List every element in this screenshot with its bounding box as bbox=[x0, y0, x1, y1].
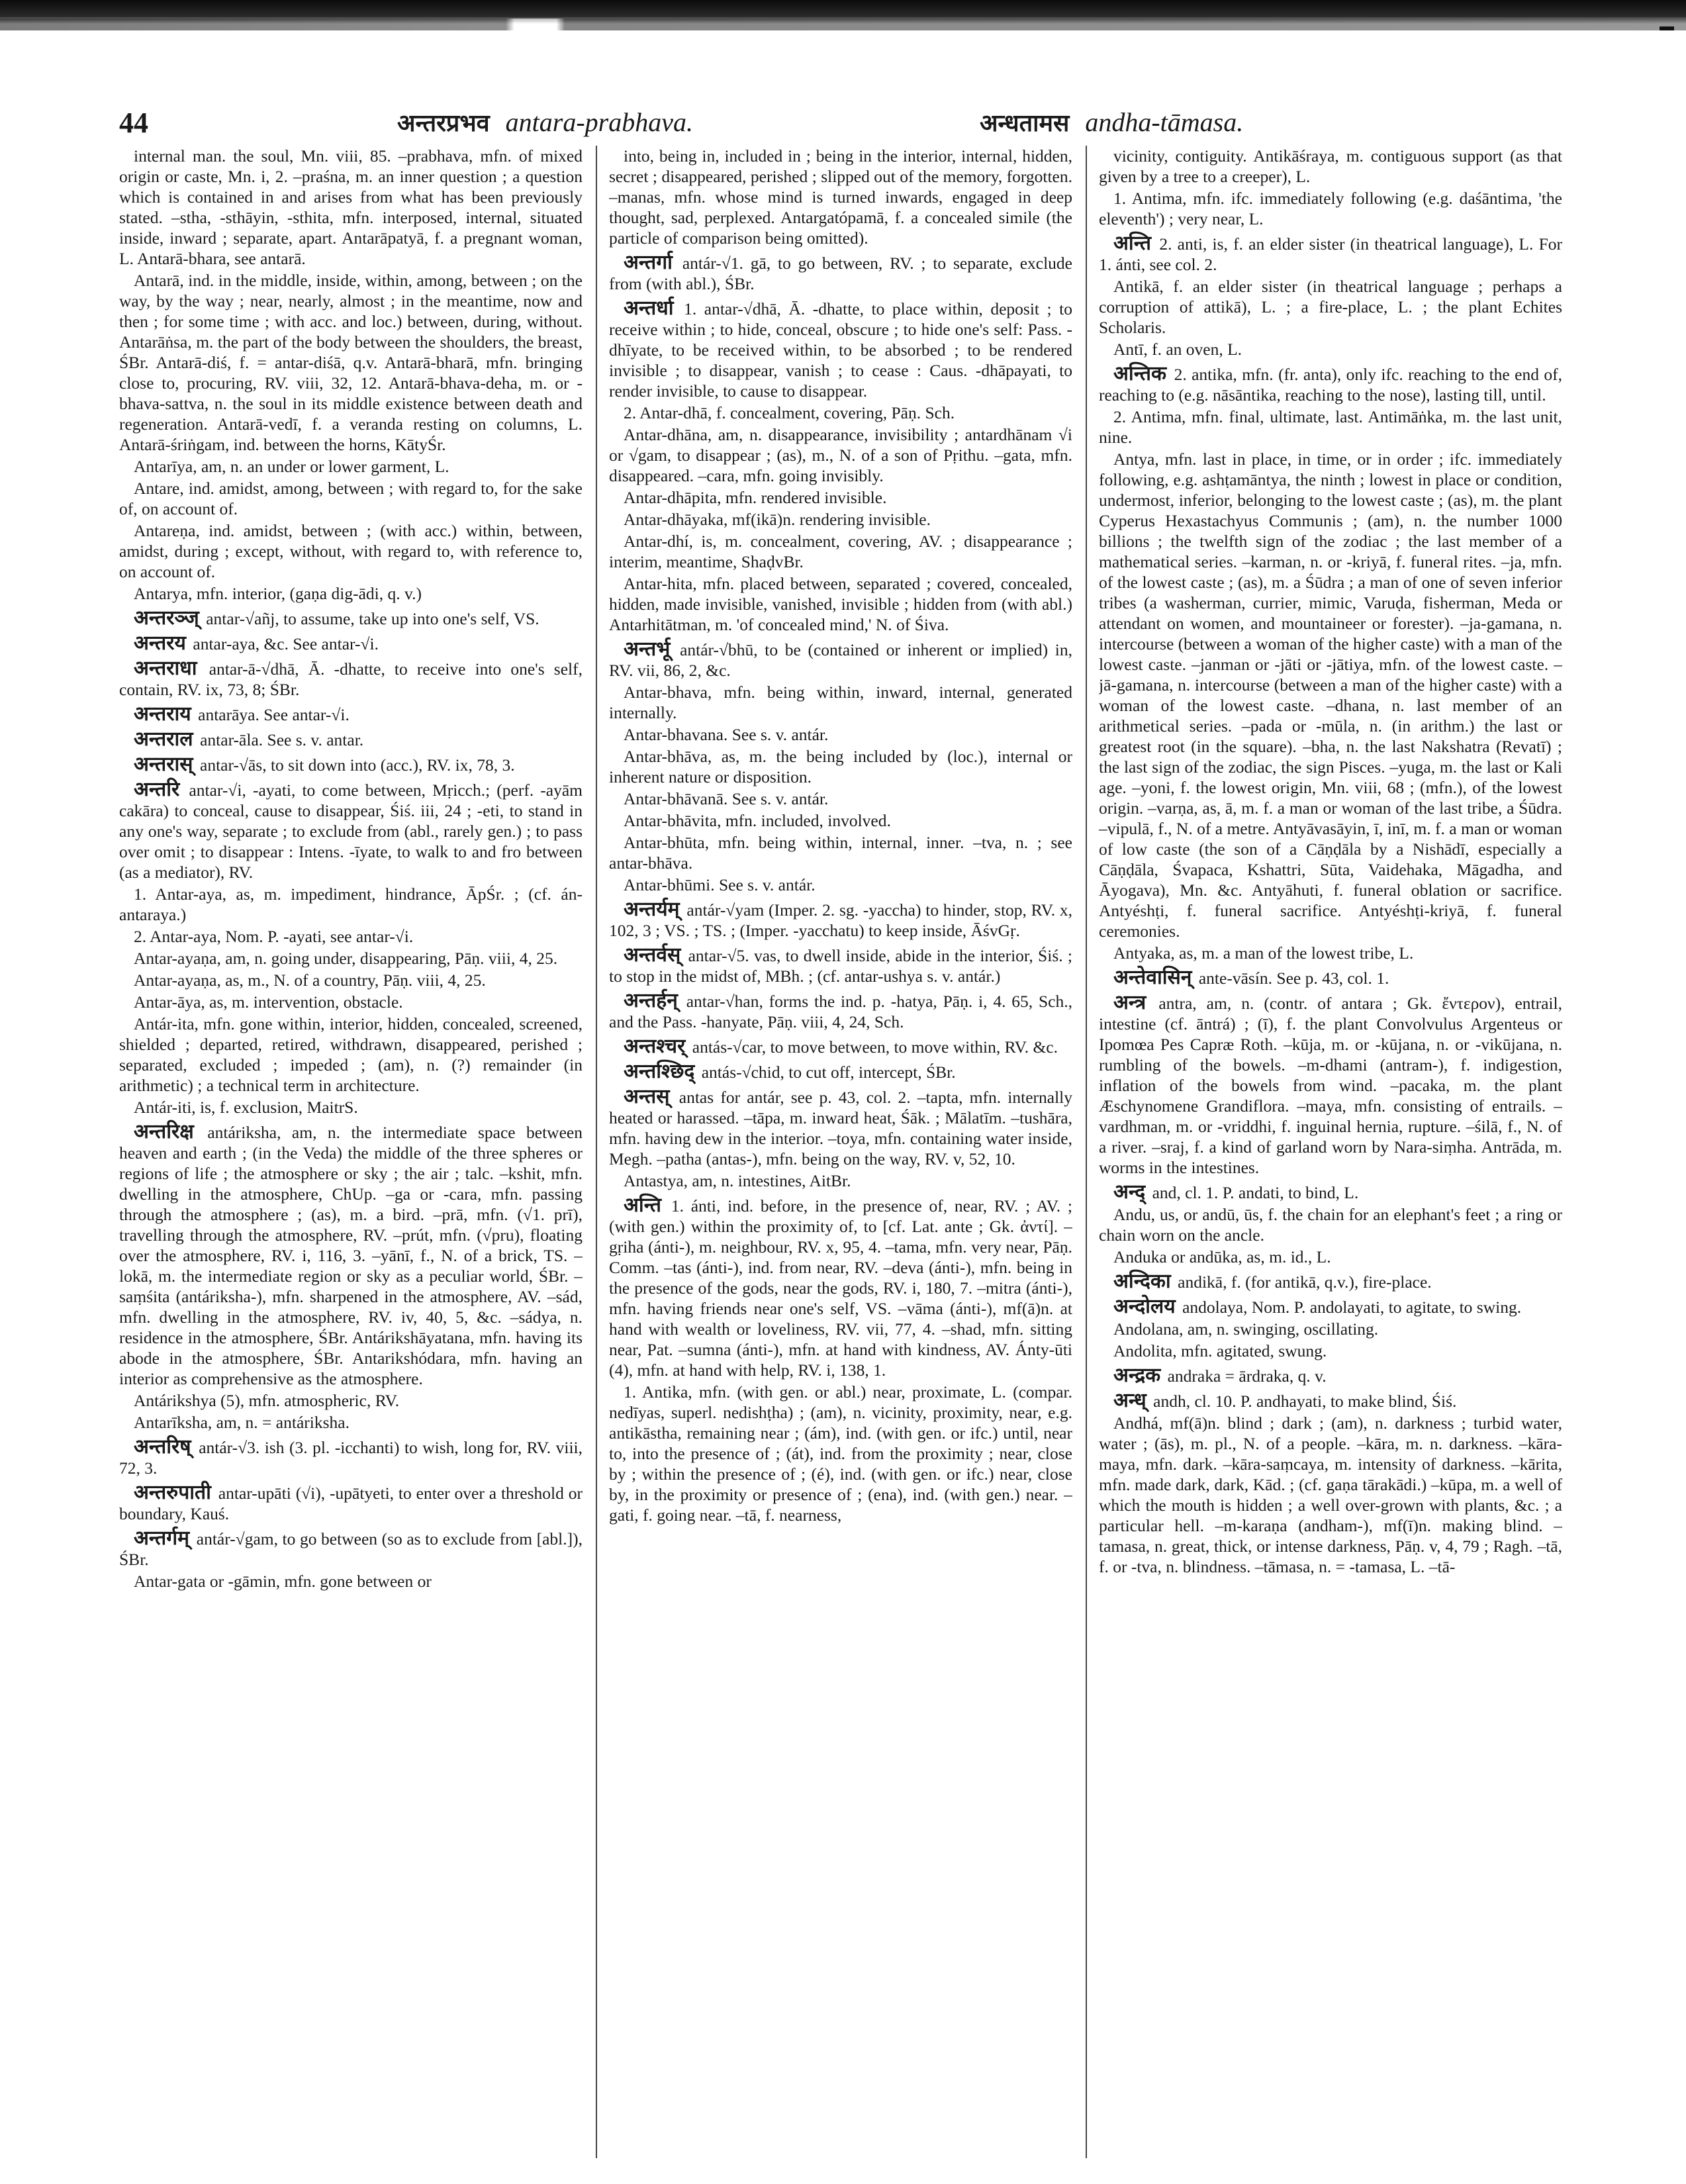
dictionary-entry: Antar-gata or -gāmin, mfn. gone between or bbox=[134, 1572, 432, 1591]
dictionary-entry: अन्तरिष् antár-√3. ish (3. pl. -icchanti) to wish, long for, RV. viii, 72, 3. bbox=[119, 1435, 583, 1478]
dictionary-entry: Antárikshya (5), mfn. atmospheric, RV. bbox=[134, 1391, 400, 1410]
dictionary-entry: Antar-bhāvita, mfn. included, involved. bbox=[624, 811, 891, 830]
column-right bbox=[1099, 146, 1562, 2171]
dictionary-entry: अन्तर्गा antár-√1. gā, to go between, RV. ; to separate, exclude from (with abl.), ŚBr. bbox=[609, 251, 1072, 293]
right-running-head bbox=[980, 106, 1243, 138]
headword-devanagari: अन्तर्हन् bbox=[624, 989, 686, 1012]
dictionary-entry: Antar-bhava, mfn. being within, inward, internal, generated internally. bbox=[609, 683, 1072, 722]
headword-devanagari: अन्दिका bbox=[1113, 1270, 1178, 1293]
dictionary-entry: अन्तस् antas for antár, see p. 43, col. 2. –tapta, mfn. internally heated or harassed. –tāpa, m. inward heat, Śāk. ; Mālatīm. –tushāra, mfn. having dew in the interior. –toya, mfn. containing water inside, Megh. –patha (antas-), mfn. being on the way, RV. v, 52, 10. bbox=[609, 1085, 1072, 1168]
headword-devanagari: अन्तर्धा bbox=[624, 297, 684, 320]
headword-devanagari: अन्तरि bbox=[134, 778, 189, 801]
dictionary-entry: Antar-dhāna, am, n. disappearance, invisibility ; antardhānam √i or √gam, to disappear ; (as), m., N. of a son of Pṛithu. –gata, mfn. disappeared. –cara, mfn. going invisibly. bbox=[609, 425, 1072, 485]
dictionary-entry: 1. Antima, mfn. ifc. immediately following (e.g. daśāntima, 'the eleventh') ; very near, L. bbox=[1099, 189, 1562, 228]
dictionary-entry: अन्ध् andh, cl. 10. P. andhayati, to make blind, Śiś. bbox=[1113, 1389, 1457, 1412]
headword-devanagari: अन्तराधा bbox=[134, 657, 209, 680]
left-headword-transliteration: antara-prabhava. bbox=[505, 107, 693, 137]
dictionary-entry: Antár-ita, mfn. gone within, interior, hidden, concealed, screened, shielded ; departed, retired, withdrawn, disappeared, perished ; separated, excluded ; impeded ; (am), n. (?) remainder (in arithmetic) ; a technical term in architecture. bbox=[119, 1014, 583, 1095]
dictionary-entry: अन्तराधा antar-ā-√dhā, Ā. -dhatte, to receive into one's self, contain, RV. ix, 73, 8; ŚBr. bbox=[119, 657, 583, 699]
dictionary-entry: Antastya, am, n. intestines, AitBr. bbox=[624, 1171, 851, 1190]
headword-devanagari: अन्ध् bbox=[1113, 1389, 1154, 1412]
headword-devanagari: अन्दोलय bbox=[1113, 1295, 1183, 1318]
right-headword-devanagari: अन्धतामस bbox=[980, 110, 1070, 137]
headword-devanagari: अन्त्र bbox=[1113, 991, 1159, 1014]
dictionary-entry: Antarya, mfn. interior, (gaṇa dig-ādi, q. v.) bbox=[134, 584, 422, 603]
headword-devanagari: अन्तरञ्ज् bbox=[134, 606, 207, 630]
headword-devanagari: अन्द्रक bbox=[1113, 1364, 1168, 1387]
dictionary-entry: Antī, f. an oven, L. bbox=[1113, 340, 1242, 359]
dictionary-entry: अन्दोलय andolaya, Nom. P. andolayati, to agitate, to swing. bbox=[1113, 1295, 1522, 1318]
headword-devanagari: अन्तिक bbox=[1113, 362, 1174, 385]
dictionary-entry: Andhá, mf(ā)n. blind ; dark ; (am), n. darkness ; turbid water, water ; (ās), m. pl., N. of a people. –kāra, m. n. darkness. –kāra-maya, mfn. dark. –kāra-saṃcaya, m. intensity of darkness. –kārita, mfn. made dark, dark, Kād. ; (cf. gaṇa tārakādi.) –kūpa, m. a well of which the mouth is hidden ; a well over-grown with plants, &c. ; a particular hell. –m-karaṇa (andham-), mf(ī)n. making blind. –tamasa, n. great, thick, or intense darkness, Pāṇ. v, 4, 79 ; Ragh. –tā, f. or -tva, n. blindness. –tāmasa, n. = -tamasa, L. –tā- bbox=[1099, 1413, 1562, 1576]
dictionary-entry: 2. Antar-aya, Nom. P. -ayati, see antar-√i. bbox=[134, 927, 414, 946]
dictionary-entry: Antar-dhāpita, mfn. rendered invisible. bbox=[624, 488, 887, 507]
dictionary-entry: Andolana, am, n. swinging, oscillating. bbox=[1113, 1319, 1379, 1339]
headword-devanagari: अन्तरिष् bbox=[134, 1435, 199, 1458]
dictionary-entry: अन्तराल antar-āla. See s. v. antar. bbox=[134, 728, 364, 751]
dictionary-entry: Antar-bhāvanā. See s. v. antár. bbox=[624, 789, 829, 808]
dictionary-entry: अन्ति 2. anti, is, f. an elder sister (in theatrical language), L. For 1. ánti, see col. 2. bbox=[1099, 232, 1562, 274]
dictionary-entry: अन्दिका andikā, f. (for antikā, q.v.), fire-place. bbox=[1113, 1270, 1432, 1293]
right-headword-transliteration: andha-tāmasa. bbox=[1085, 107, 1244, 137]
dictionary-entry: Antar-bhavana. See s. v. antár. bbox=[624, 725, 829, 744]
headword-devanagari: अन्तराय bbox=[134, 702, 199, 726]
headword-devanagari: अन्तरय bbox=[134, 632, 193, 655]
dictionary-entry: अन्द् and, cl. 1. P. andati, to bind, L. bbox=[1113, 1180, 1359, 1204]
dictionary-entry: Antár-iti, is, f. exclusion, MaitrS. bbox=[134, 1098, 358, 1117]
dictionary-entry: अन्तर्गम् antár-√gam, to go between (so as to exclude from [abl.]), ŚBr. bbox=[119, 1527, 583, 1569]
headword-devanagari: अन्तर्गा bbox=[624, 251, 682, 274]
dictionary-entry: Antar-dhāyaka, mf(ikā)n. rendering invisible. bbox=[624, 510, 931, 529]
dictionary-entry: Antare, ind. amidst, among, between ; with regard to, for the sake of, on account of. bbox=[119, 479, 583, 518]
dictionary-entry: Andolita, mfn. agitated, swung. bbox=[1113, 1341, 1327, 1360]
dictionary-entry: Antar-hita, mfn. placed between, separated ; covered, concealed, hidden, made invisible, vanished, invisible ; hidden from (with abl.) Antarhitātman, m. 'of concealed mind,' N. of Śiva. bbox=[609, 574, 1072, 634]
dictionary-entry: 2. Antar-dhā, f. concealment, covering, Pāṇ. Sch. bbox=[624, 403, 955, 422]
dictionary-entry: अन्तर्धा 1. antar-√dhā, Ā. -dhatte, to place within, deposit ; to receive within ; to hide, conceal, obscure ; to hide one's self: Pass. -dhīyate, to be received within, to be absorbed ; to be rendered invisible ; to disappear, vanish ; to cease : Caus. -dhāpayati, to render invisible, to cause to disappear. bbox=[609, 297, 1072, 401]
dictionary-entry: 1. Antar-aya, as, m. impediment, hindrance, ĀpŚr. ; (cf. án-antaraya.) bbox=[119, 884, 583, 924]
headword-devanagari: अन्तर्यम् bbox=[624, 898, 687, 921]
column-left bbox=[119, 146, 583, 2171]
dictionary-entry: Antarīksha, am, n. = antáriksha. bbox=[134, 1413, 350, 1432]
headword-devanagari: अन्तेवासिन् bbox=[1113, 966, 1199, 989]
left-running-head bbox=[397, 106, 693, 138]
dictionary-entry: अन्तरिक्ष antáriksha, am, n. the intermediate space between heaven and earth ; (in the Veda) the middle of the three spheres or regions of life ; the atmosphere or sky ; the air ; talc. –kshit, mfn. dwelling in the atmosphere, ChUp. –ga or -cara, mfn. passing through the atmosphere ; (as), m. a bird. –prā, mfn. (√1. prī), travelling through the atmosphere, RV. –prút, mfn. (√pru), floating over the atmosphere, RV. i, 116, 3. –yānī, f., N. of a brick, TS. –lokā, m. the intermediate region or sky as a peculiar world, ŚBr. –saṃśita (antáriksha-), mfn. sharpened in the atmosphere, AV. –sád, mfn. dwelling in the atmosphere, RV. iv, 40, 5, &c. –sádya, n. residence in the atmosphere, ŚBr. Antárikshāyatana, mfn. having its abode in the atmosphere, ŚBr. Antarikshódara, mfn. having an interior as comprehensive as the atmosphere. bbox=[119, 1120, 583, 1388]
dictionary-entry: अन्तर्भू antár-√bhū, to be (contained or inherent or implied) in, RV. vii, 86, 2, &c. bbox=[609, 638, 1072, 680]
column-middle bbox=[609, 146, 1072, 2171]
dictionary-entry: अन्तरि antar-√i, -ayati, to come between, Mṛicch.; (perf. -ayām cakāra) to conceal, cause to disappear, Śiś. iii, 24 ; -eti, to stand in any one's way, separate ; to exclude from (abl., rarely gen.) ; to pass over omit ; to disappear : Intens. -īyate, to walk to and fro between (as a mediator), RV. bbox=[119, 778, 583, 882]
dictionary-entry: 2. Antima, mfn. final, ultimate, last. Antimāṅka, m. the last unit, nine. bbox=[1099, 407, 1562, 447]
page-number: 44 bbox=[119, 107, 148, 139]
dictionary-entry: Antar-bhūta, mfn. being within, internal, inner. –tva, n. ; see antar-bhāva. bbox=[609, 833, 1072, 873]
dictionary-entry: Antikā, f. an elder sister (in theatrical language ; perhaps a corruption of attikā), L. ; a fire-place, L. ; the plant Echites Scholaris. bbox=[1099, 277, 1562, 337]
headword-devanagari: अन्तरास् bbox=[134, 753, 201, 776]
headword-devanagari: अन्ति bbox=[624, 1194, 671, 1217]
dictionary-entry: अन्तर्यम् antár-√yam (Imper. 2. sg. -yaccha) to hinder, stop, RV. x, 102, 3 ; VS. ; TS. ; (Imper. -yacchatu) to keep inside, ĀśvGṛ. bbox=[609, 898, 1072, 940]
margin-mark bbox=[1660, 26, 1674, 30]
dictionary-entry: Antar-bhūmi. See s. v. antár. bbox=[624, 875, 816, 894]
dictionary-entry: अन्तराय antarāya. See antar-√i. bbox=[134, 702, 350, 726]
headword-devanagari: अन्तश्छिद् bbox=[624, 1060, 702, 1083]
dictionary-entry: Antyaka, as, m. a man of the lowest tribe, L. bbox=[1113, 943, 1414, 963]
dictionary-entry: Antar-āya, as, m. intervention, obstacle. bbox=[134, 992, 403, 1012]
headword-devanagari: अन्तराल bbox=[134, 728, 201, 751]
dictionary-entry: अन्द्रक andraka = ārdraka, q. v. bbox=[1113, 1364, 1327, 1387]
dictionary-entry: अन्ति 1. ánti, ind. before, in the presence of, near, RV. ; AV. ; (with gen.) within the proximity of, to [cf. Lat. ante ; Gk. ἀντί]. –gṛiha (ánti-), m. neighbour, RV. x, 95, 4. –tama, mfn. very near, Pāṇ. Comm. –tas (ánti-), ind. from near, RV. –deva (ánti-), mfn. being in the presence of the gods, near the gods, RV. i, 180, 7. –mitra (ánti-), mfn. having friends near one's self, VS. –vāma (ánti-), mf(ā)n. at hand with wealth or loveliness, RV. vii, 77, 4. –shad, mfn. sitting near, Pat. –sumna (ánti-), mfn. at hand with kindness, AV. Ánty-ūti (4), mfn. at hand with help, RV. i, 138, 1. bbox=[609, 1194, 1072, 1380]
dictionary-entry: vicinity, contiguity. Antikāśraya, m. contiguous support (as that given by a tree to a creeper), L. bbox=[1099, 146, 1562, 186]
dictionary-entry: Antarā, ind. in the middle, inside, within, among, between ; on the way, by the way ; near, nearly, almost ; in the meantime, now and then ; for some time ; with acc. and loc.) between, during, without. Antarāṅsa, m. the part of the body between the shoulders, the breast, ŚBr. Antarā-diś, f. = antar-diśā, q.v. Antarā-bharā, mfn. bringing close to, procuring, RV. viii, 32, 12. Antarā-bhava-deha, m. or -bhava-sattva, n. the soul in its middle existence between death and regeneration. Antarā-vedī, f. a veranda resting on columns, L. Antarā-śriṅgam, ind. between the horns, KātyŚr. bbox=[119, 271, 583, 454]
dictionary-entry: अन्तर्हन् antar-√han, forms the ind. p. -hatya, Pāṇ. i, 4. 65, Sch., and the Pass. -hanyate, Pāṇ. viii, 4, 24, Sch. bbox=[609, 989, 1072, 1031]
headword-devanagari: अन्तस् bbox=[624, 1085, 679, 1108]
headword-devanagari: अन्तर्गम् bbox=[134, 1527, 197, 1550]
dictionary-body bbox=[119, 146, 1569, 2171]
dictionary-entry: अन्तरय antar-aya, &c. See antar-√i. bbox=[134, 632, 379, 655]
dictionary-entry: अन्तरास् antar-√ās, to sit down into (acc.), RV. ix, 78, 3. bbox=[134, 753, 515, 776]
left-headword-devanagari: अन्तरप्रभव bbox=[397, 110, 490, 137]
dictionary-entry: into, being in, included in ; being in the interior, internal, hidden, secret ; disappeared, perished ; slipped out of the memory, forgotten. –manas, mfn. whose mind is turned inwards, engaged in deep thought, sad, perplexed. Antargatópamā, f. a concealed simile (the particle of comparison being omitted). bbox=[609, 146, 1072, 248]
headword-devanagari: अन्तश्चर् bbox=[624, 1035, 692, 1058]
dictionary-entry: Andu, us, or andū, ūs, f. the chain for an elephant's feet ; a ring or chain worn on the ancle. bbox=[1099, 1205, 1562, 1245]
dictionary-entry: Antar-ayaṇa, am, n. going under, disappearing, Pāṇ. viii, 4, 25. bbox=[134, 949, 558, 968]
headword-devanagari: अन्तरिक्ष bbox=[134, 1120, 208, 1143]
scan-edge-shadow bbox=[0, 19, 1686, 30]
headword-devanagari: अन्तरुपाती bbox=[134, 1481, 218, 1504]
dictionary-entry: Antar-ayaṇa, as, m., N. of a country, Pāṇ. viii, 4, 25. bbox=[134, 971, 486, 990]
dictionary-entry: internal man. the soul, Mn. viii, 85. –prabhava, mfn. of mixed origin or caste, Mn. i, 2. –praśna, m. an inner question ; a question which is contained in and arises from what has been previously stated. –stha, -sthāyin, -sthita, mfn. interposed, internal, situated inside, inward ; separate, apart. Antarāpatyā, f. a pregnant woman, L. Antarā-bhara, see antarā. bbox=[119, 146, 583, 268]
dictionary-entry: Antya, mfn. last in place, in time, or in order ; ifc. immediately following, e.g. ashṭamāntya, the ninth ; lowest in place or condition, undermost, inferior, belonging to the lowest caste ; (as), m. the plant Cyperus Hexastachyus Communis ; (am), n. the number 1000 billions ; the twelfth sign of the zodiac ; the last member of a mathematical series. –karman, n. or -kriyā, f. funeral rites. –ja, mfn. of the lowest caste ; (as), m. a Śūdra ; a man of one of seven inferior tribes (a washerman, currier, mimic, Varuḍa, fisherman, Meda or attendant on women, and mountaineer or forester). –ja-gamana, n. intercourse (between a woman of the higher caste) with a man of the lowest caste. –janman or -jāti or -jātiya, mfn. of the lowest caste. –jā-gamana, n. intercourse (between a man of the higher caste) with a woman of the lowest caste. –dhana, n. last member of an arithmetical series. –pada or -mūla, n. (in arithm.) the last or greatest root (in the square). –bha, n. the last Nakshatra (Revatī) ; the last sign of the zodiac, the sign Pisces. –yuga, m. the last or Kali age. –yoni, f. the lowest origin, Mn. viii, 68 ; (mfn.), of the lowest origin. –varṇa, as, ā, m. f. a man or woman of the last tribe, a Śūdra. –vipulā, f., N. of a metre. Antyāvasāyin, ī, inī, m. f. a man or woman of low caste (the son of a Cāṇḍāla by a Nishādī, especially a Cāṇḍāla, Śvapaca, Kshattri, Sūta, Vaidehaka, Māgadha, and Āyogava), Mn. &c. Antyāhuti, f. funeral oblation or sacrifice. Antyéshṭi, f. funeral sacrifice. Antyéshṭi-kriyā, f. funeral ceremonies. bbox=[1099, 450, 1562, 941]
dictionary-entry: अन्तरुपाती antar-upāti (√i), -upātyeti, to enter over a threshold or boundary, Kauś. bbox=[119, 1481, 583, 1523]
headword-devanagari: अन्तर्भू bbox=[624, 638, 680, 661]
dictionary-entry: Antareṇa, ind. amidst, between ; (with acc.) within, between, amidst, during ; except, without, with regard to, with reference to, on account of. bbox=[119, 521, 583, 581]
dictionary-entry: अन्तिक 2. antika, mfn. (fr. anta), only ifc. reaching to the end of, reaching to (e.g. nāsāntika, reaching to the nose), lasting till, until. bbox=[1099, 362, 1562, 404]
dictionary-entry: अन्तश्चर् antás-√car, to move between, to move within, RV. &c. bbox=[624, 1035, 1058, 1058]
headword-devanagari: अन्ति bbox=[1113, 232, 1160, 255]
dictionary-entry: अन्तश्छिद् antás-√chid, to cut off, intercept, ŚBr. bbox=[624, 1060, 956, 1083]
dictionary-entry: अन्तर्वस् antar-√5. vas, to dwell inside, abide in the interior, Śiś. ; to stop in the midst of, MBh. ; (cf. antar-ushya s. v. antár.) bbox=[609, 943, 1072, 986]
dictionary-entry: Antarīya, am, n. an under or lower garment, L. bbox=[134, 457, 449, 476]
dictionary-entry: अन्त्र antra, am, n. (contr. of antara ; Gk. ἔντερον), entrail, intestine (cf. āntrá) ; (ī), f. the plant Convolvulus Argenteus or Ipomœa Pes Capræ Roth. –kūja, m. or -kūjana, n. or -vikūjana, n. rumbling of the bowels. –m-dhami (antram-), f. indigestion, inflation of the bowels from wind. –pacaka, m. the plant Æschynomene Grandiflora. –maya, mfn. consisting of entrails. –vardhman, m. or -vriddhi, f. inguinal hernia, rupture. –śilā, f., N. of a river. –sraj, f. a kind of garland worn by Nara-siṃha. Antrāda, m. worms in the intestines. bbox=[1099, 991, 1562, 1177]
dictionary-entry: Antar-bhāva, as, m. the being included by (loc.), internal or inherent nature or disposition. bbox=[609, 747, 1072, 786]
dictionary-entry: Anduka or andūka, as, m. id., L. bbox=[1113, 1247, 1331, 1266]
dictionary-entry: 1. Antika, mfn. (with gen. or abl.) near, proximate, L. (compar. nedīyas, superl. nedishṭha) ; (am), n. vicinity, proximity, near, e.g. antikāstha, remaining near ; (ám), ind. (with gen. or ifc.) until, near to, into the presence of ; (át), ind. from the proximity ; near, close by ; within the presence of ; (é), ind. (with gen. or ifc.) near, close by, in the proximity or presence of ; (ena), ind. (with gen.) near. –gati, f. going near. –tā, f. nearness, bbox=[609, 1382, 1072, 1525]
dictionary-entry: अन्तेवासिन् ante-vāsín. See p. 43, col. 1. bbox=[1113, 966, 1389, 989]
headword-devanagari: अन्तर्वस् bbox=[624, 943, 688, 967]
dictionary-entry: अन्तरञ्ज् antar-√añj, to assume, take up into one's self, VS. bbox=[134, 606, 539, 630]
dictionary-entry: Antar-dhí, is, m. concealment, covering, AV. ; disappearance ; interim, meantime, ShaḍvBr. bbox=[609, 532, 1072, 571]
headword-devanagari: अन्द् bbox=[1113, 1180, 1152, 1204]
